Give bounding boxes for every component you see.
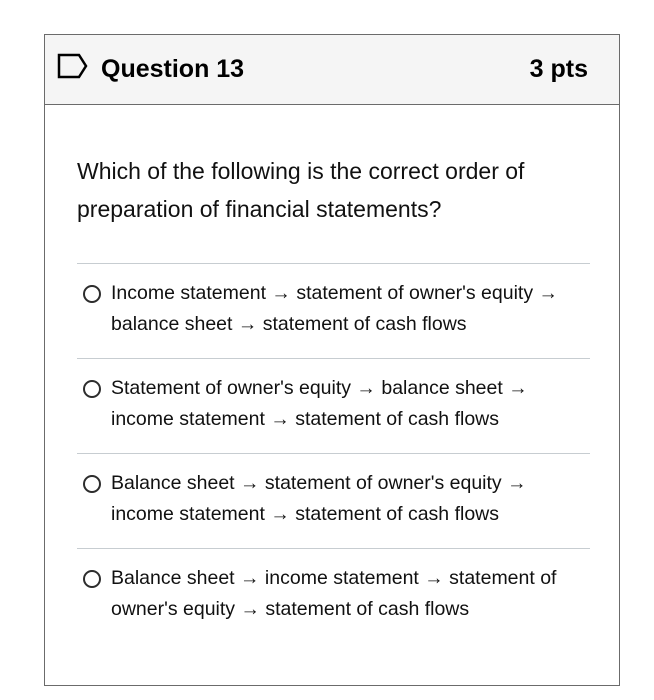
question-card [44,34,620,686]
radio-button[interactable] [83,475,101,493]
answer-option-1[interactable] [77,263,590,358]
answer-label[interactable]: Balance sheet → statement of owner's equity → income statement → statement of cash flows [111,472,527,525]
answer-option-2[interactable] [77,358,590,453]
flag-icon[interactable] [57,53,89,79]
answer-list [77,263,590,643]
answer-option-3[interactable] [77,453,590,548]
radio-button[interactable] [83,285,101,303]
question-points: 3 pts [529,55,588,83]
answer-label[interactable]: Balance sheet → income statement → statement of owner's equity → statement of cash flows [111,567,557,620]
answer-label[interactable]: Income statement → statement of owner's equity → balance sheet → statement of cash flows [111,282,559,335]
question-title: Question 13 [101,55,245,83]
radio-button[interactable] [83,380,101,398]
answer-label[interactable]: Statement of owner's equity → balance sheet → income statement → statement of cash flows [111,377,528,430]
radio-button[interactable] [83,570,101,588]
question-text: Which of the following is the correct order of preparation of financial statements? [77,158,525,222]
answer-option-4[interactable] [77,548,590,643]
question-header [45,35,619,105]
